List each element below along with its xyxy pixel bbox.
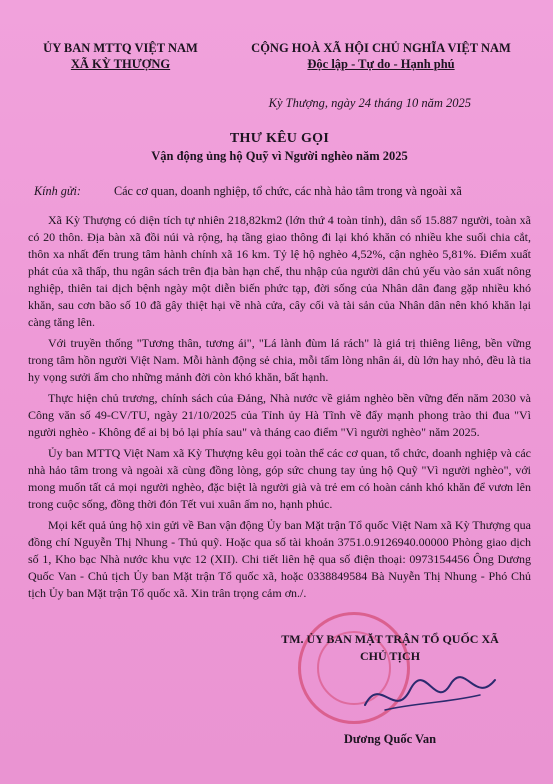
org-line-1: ỦY BAN MTTQ VIỆT NAM [43,41,198,55]
signer-name: Dương Quốc Van [343,732,437,746]
body-paragraph: Thực hiện chủ trương, chính sách của Đảng, Nhà nước về giảm nghèo bền vững đến năm 2030 và Công văn số 49-CV/TU, ngày 21/10/2025 của Tỉnh ủy Hà Tĩnh về đẩy mạnh phong trào thi đua "Vì người nghèo - Không để ai bị bỏ lại phía sau" và tháng cao điểm "Vì người nghèo" năm 2025. [28,391,531,439]
national-heading [231,40,531,72]
document-subtitle: Vận động ủng hộ Quỹ vì Người nghèo năm 2025 [151,149,408,163]
signature-organization: TM. ỦY BAN MẶT TRẬN TỔ QUỐC XÃ [281,632,499,646]
recipients-text: Các cơ quan, doanh nghiệp, tổ chức, các nhà hảo tâm trong và ngoài xã [113,184,462,198]
org-line-2: XÃ KỲ THƯỢNG [70,57,171,71]
handwritten-signature [355,665,505,725]
body-paragraph: Xã Kỳ Thượng có diện tích tự nhiên 218,82km2 (lớn thứ 4 toàn tỉnh), dân số 15.887 người, toàn xã có 20 thôn. Địa bàn xã đồi núi và rộng, hạ tầng giao thông đi lại khó khăn có nhiều khe suối chia cắt, thôn xa nhất đến trung tâm hành chính xã 16 km. Tỷ lệ hộ nghèo 4,52%, cận nghèo 5,81%. Điểm xuất phát của xã thấp, thu ngân sách trên địa bàn hạn chế, thu nhập của người dân chủ yếu vào sản xuất nông nghiệp, thiên tai dịch bệnh ngày một diễn biến phức tạp, đời sống của Nhân dân đang gặp nhiều khó khăn, sau cơn bão số 10 đã gây thiệt hại về nhà cửa, cây cối và tài sản của Nhân dân nên khó khăn lại càng tăng lên. [28,213,531,329]
issue-date: Kỳ Thượng, ngày 24 tháng 10 năm 2025 [268,96,471,110]
document-header [28,40,531,72]
issuing-organization [28,40,213,72]
nation-motto: Độc lập - Tự do - Hạnh phú [307,57,455,71]
signature-role: CHỦ TỊCH [359,649,421,663]
recipients-line [28,184,531,199]
body-paragraph: Ủy ban MTTQ Việt Nam xã Kỳ Thượng kêu gọi toàn thể các cơ quan, tổ chức, doanh nghiệp và các nhà hảo tâm trong và ngoài xã cùng đồng lòng, góp sức chung tay ủng hộ Quỹ "Vì người nghèo", với mong muốn tất cả mọi người nghèo, đặc biệt là người già và trẻ em có hoàn cảnh khó khăn để vươn lên trong cuộc sống, đồng thời đón Tết vui xuân ấm no, hạnh phúc. [28,446,531,511]
body-paragraph: Với truyền thống "Tương thân, tương ái", "Lá lành đùm lá rách" là giá trị thiêng liêng, bền vững trong tâm hồn người Việt Nam. Mỗi hành động sẻ chia, mỗi tấm lòng nhân ái, dù lớn hay nhỏ, đều là tia hy vọng sưởi ấm cho những mảnh đời còn khó khăn, bất hạnh. [28,336,531,384]
recipients-label: Kính gửi: [34,184,81,198]
letter-body [28,212,531,602]
document-title: THƯ KÊU GỌI [229,131,330,146]
body-paragraph: Mọi kết quả ủng hộ xin gửi về Ban vận động Ủy ban Mặt trận Tổ quốc Việt Nam xã Kỳ Thượng qua đồng chí Nguyễn Thị Nhung - Thủ quỹ. Hoặc qua số tài khoản 3751.0.9126940.00000 Phòng giao dịch số 1, Kho bạc Nhà nước khu vực 12 (XII). Chi tiết liên hệ qua số điện thoại: 0973154456 Ông Dương Quốc Van - Chủ tịch Ủy ban Mặt trận Tổ quốc xã, hoặc 0338849584 Bà Nuyễn Thị Nhung - Phó Chủ tịch Ủy ban Mặt trận Tổ quốc xã. Xin trân trọng cảm ơn./. [28,518,531,600]
nation-line-1: CỘNG HOÀ XÃ HỘI CHỦ NGHĨA VIỆT NAM [251,41,511,55]
